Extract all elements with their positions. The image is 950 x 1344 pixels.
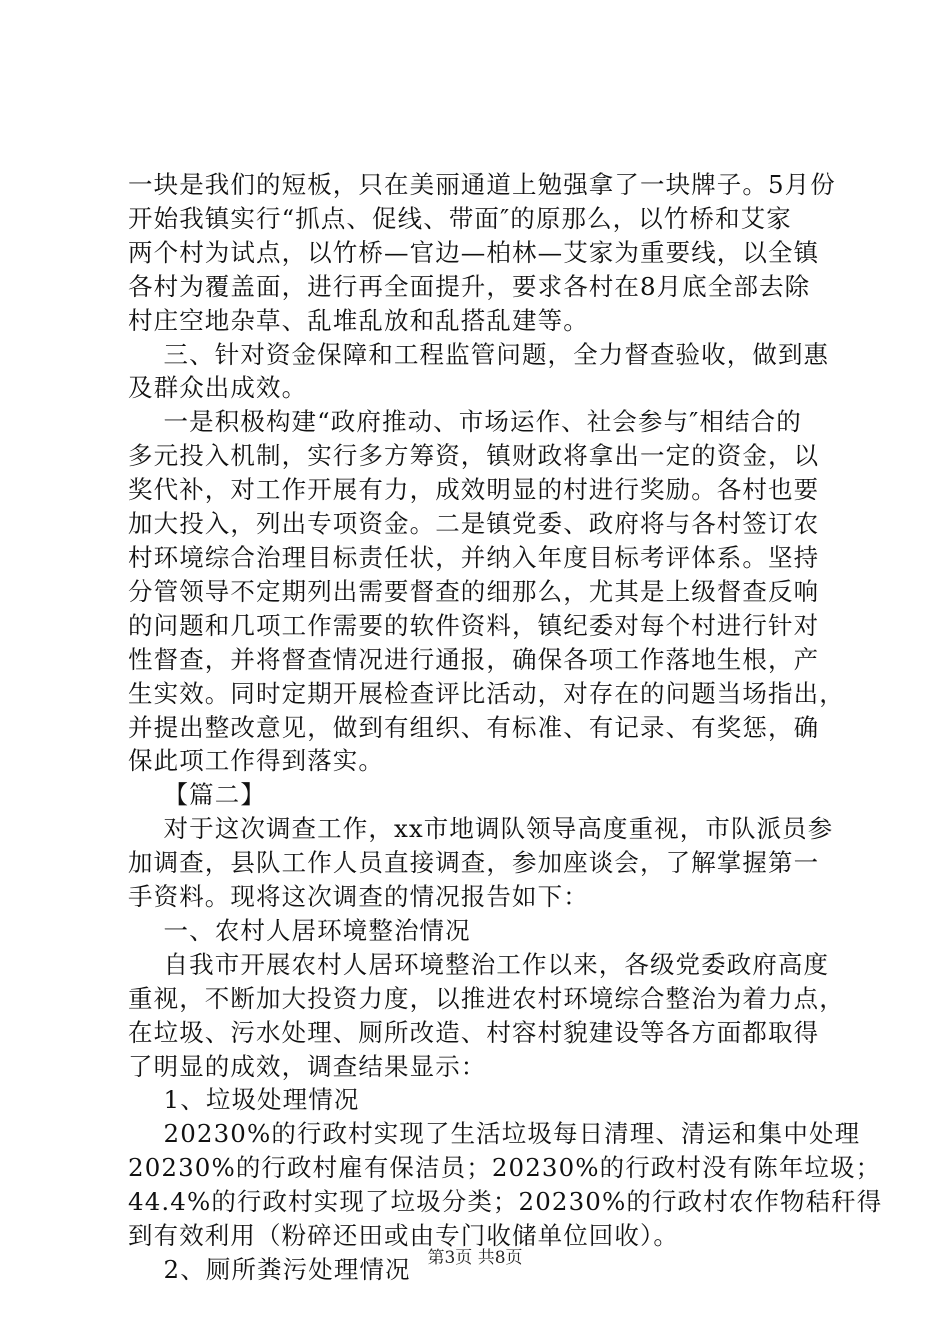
text-line: 开始我镇实行“抓点、促线、带面″的原那么，以竹桥和艾家	[128, 203, 792, 233]
text-line: 对于这次调查工作，xx市地调队领导高度重视，市队派员参	[128, 814, 834, 844]
document-text	[128, 168, 883, 1287]
text-line: 重视，不断加大投资力度，以推进农村环境综合整治为着力点，	[128, 983, 845, 1013]
text-line: 自我市开展农村人居环境整治工作以来，各级党委政府高度	[128, 949, 830, 979]
text-line: 的问题和几项工作需要的软件资料，镇纪委对每个村进行针对	[128, 610, 820, 640]
text-line: 了明显的成效，调查结果显示：	[128, 1051, 487, 1081]
document-body	[128, 168, 883, 1287]
text-line: 44.4%的行政村实现了垃圾分类；20230%的行政村农作物秸秆得	[128, 1187, 883, 1217]
text-line: 【篇二】	[128, 780, 266, 810]
text-line: 保此项工作得到落实。	[128, 746, 384, 776]
text-line: 生实效。同时定期开展检查评比活动，对存在的问题当场指出，	[128, 678, 845, 708]
text-line: 2、厕所粪污处理情况	[128, 1255, 411, 1284]
text-line: 性督查，并将督查情况进行通报，确保各项工作落地生根，产	[128, 644, 820, 674]
text-line: 到有效利用（粉碎还田或由专门收储单位回收）。	[128, 1221, 679, 1251]
text-line: 村庄空地杂草、乱堆乱放和乱搭乱建等。	[128, 305, 589, 335]
text-line: 1、垃圾处理情况	[128, 1085, 360, 1115]
text-line: 及群众出成效。	[128, 373, 308, 403]
text-line: 加调查，县队工作人员直接调查，参加座谈会，了解掌握第一	[128, 848, 820, 878]
text-line: 奖代补，对工作开展有力，成效明显的村进行奖励。各村也要	[128, 475, 820, 505]
text-line: 多元投入机制，实行多方筹资，镇财政将拿出一定的资金，以	[128, 441, 820, 471]
text-line: 村环境综合治理目标责任状，并纳入年度目标考评体系。坚持	[128, 542, 820, 572]
text-line: 三、针对资金保障和工程监管问题，全力督查验收，做到惠	[128, 339, 830, 369]
text-line: 手资料。现将这次调查的情况报告如下：	[128, 882, 589, 912]
text-line: 各村为覆盖面，进行再全面提升，要求各村在8月底全部去除	[128, 271, 811, 301]
text-line: 20230%的行政村实现了生活垃圾每日清理、清运和集中处理	[128, 1119, 861, 1149]
text-line: 在垃圾、污水处理、厕所改造、村容村貌建设等各方面都取得	[128, 1017, 820, 1047]
text-line: 一块是我们的短板，只在美丽通道上勉强拿了一块牌子。5月份	[128, 170, 836, 199]
text-line: 一、农村人居环境整治情况	[128, 915, 471, 945]
text-line: 一是积极构建“政府推动、市场运作、社会参与″相结合的	[128, 407, 802, 437]
text-line: 并提出整改意见，做到有组织、有标准、有记录、有奖惩，确	[128, 712, 820, 742]
page-footer	[0, 1243, 950, 1268]
text-line: 加大投入，列出专项资金。二是镇党委、政府将与各村签订农	[128, 509, 820, 539]
text-line: 分管领导不定期列出需要督查的细那么，尤其是上级督查反响	[128, 576, 820, 606]
text-line: 两个村为试点，以竹桥—官边—柏林—艾家为重要线，以全镇	[128, 237, 820, 267]
page-number-label: 第3页 共8页	[427, 1248, 523, 1268]
text-line: 20230%的行政村雇有保洁员；20230%的行政村没有陈年垃圾；	[128, 1153, 882, 1183]
